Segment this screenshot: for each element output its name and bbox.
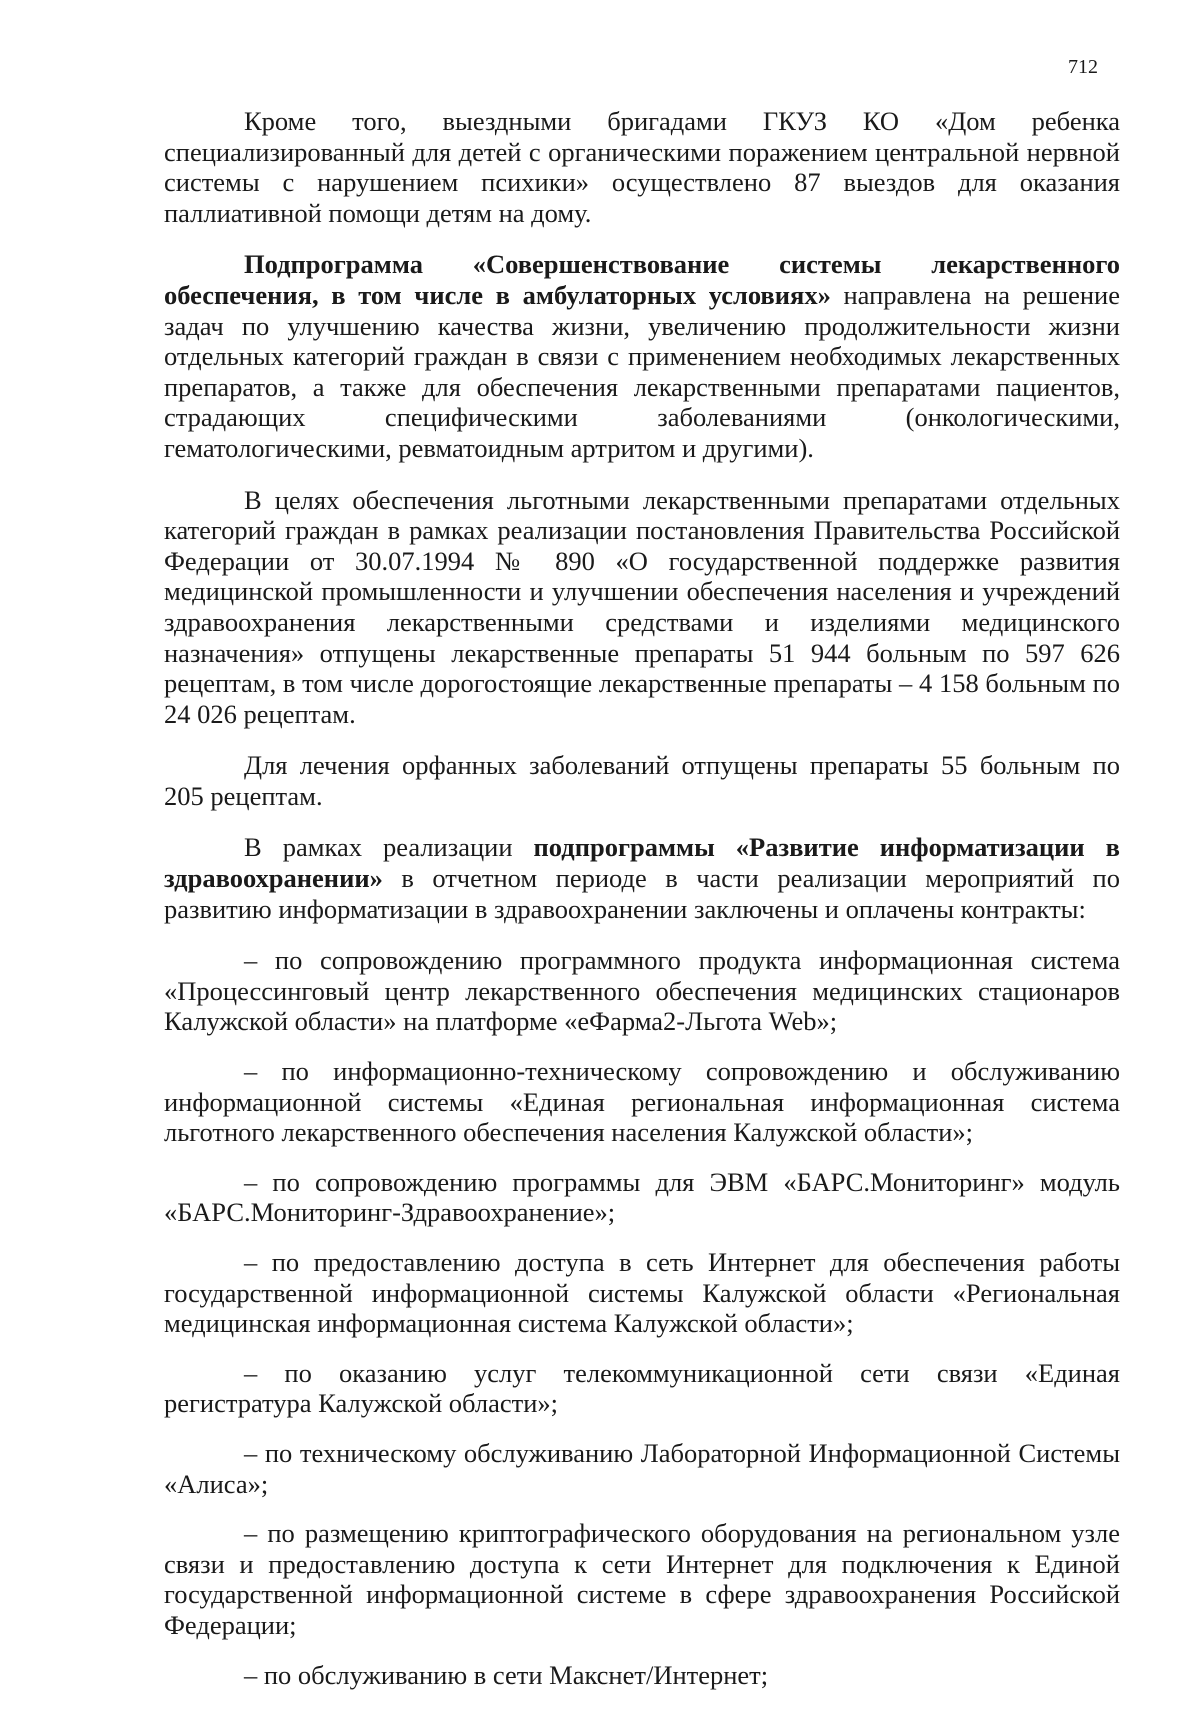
contract-item-text: – по информационно-техническому сопровождению и обслуживанию информационной системы «Единая региональная информационная система льготного лекарственного обеспечения населения Калужской области»; [164,1056,1120,1148]
contract-item-text: – по размещению криптографического оборудования на региональном узле связи и предоставлению доступа к сети Интернет для подключения к Единой государственной информационной системе в сфере здравоохранения Российской Федерации; [164,1518,1120,1640]
contract-item [164,1358,1120,1419]
contract-item [164,1056,1120,1148]
paragraph-text: направлена на решение задач по улучшению качества жизни, увеличению продолжительности жизни отдельных категорий граждан в связи с применением необходимых лекарственных препаратов, а также для обеспечения лекарственными препаратами пациентов, страдающих специфическими заболеваниями (онкологическими, гематологическими, ревматоидным артритом и другими). [164,279,1120,463]
contract-item [164,1167,1120,1228]
paragraph-text: В целях обеспечения льготными лекарственными препаратами отдельных категорий граждан в рамках реализации постановления Правительства Российской Федерации от 30.07.1994 № 890 «О государственной поддержке развития медицинской промышленности и улучшении обеспечения населения и учреждений здравоохранения лекарственными средствами и изделиями медицинского назначения» отпущены лекарственные препараты 51 944 больным по 597 626 рецептам, в том числе дорогостоящие лекарственные препараты – 4 158 больным по 24 026 рецептам. [164,484,1120,729]
paragraph-text: в отчетном периоде в части реализации мероприятий по развитию информатизации в здравоохранении заключены и оплачены контракты: [164,863,1120,924]
subprogram-title: Подпрограмма «Совершенствование системы лекарственного обеспечения, в том числе в амбулаторных условиях» [164,249,1120,310]
contract-item-text: – по обслуживанию в сети Макснет/Интернет; [244,1659,769,1690]
paragraph-palliative-visits [164,106,1120,228]
contract-item-text: – по оказанию услуг телекоммуникационной сети связи «Единая регистратура Калужской области»; [164,1357,1120,1419]
contract-item [164,1438,1120,1499]
paragraph-drug-supply-subprogram [164,249,1120,463]
contract-item-text: – по сопровождению программного продукта информационная система «Процессинговый центр лекарственного обеспечения медицинских стационаров Калужской области» на платформе «еФарма2-Льгота Web»; [164,945,1120,1037]
contract-item [164,945,1120,1037]
paragraph-orphan-diseases [164,750,1120,811]
document-body [164,106,1120,1709]
paragraph-text: В рамках реализации [244,832,534,863]
contract-item [164,1518,1120,1640]
contract-item [164,1660,1120,1691]
paragraph-text: Кроме того, выездными бригадами ГКУЗ КО «Дом ребенка специализированный для детей с органическими поражением центральной нервной системы с нарушением психики» осуществлено 87 выездов для оказания паллиативной помощи детям на дому. [164,106,1120,228]
subprogram-title: подпрограммы «Развитие информатизации в здравоохранении» [164,832,1120,894]
contract-item-text: – по техническому обслуживанию Лабораторной Информационной Системы «Алиса»; [164,1437,1120,1499]
paragraph-text: Для лечения орфанных заболеваний отпущены препараты 55 больным по 205 рецептам. [164,750,1120,811]
page-number: 712 [1068,56,1098,78]
contract-item-text: – по предоставлению доступа в сеть Интернет для обеспечения работы государственной информационной системы Калужской области «Региональная медицинская информационная система Калужской области»; [164,1247,1120,1339]
contract-item [164,1247,1120,1339]
paragraph-preferential-drugs [164,485,1120,730]
contract-item-text: – по сопровождению программы для ЭВМ «БАРС.Мониторинг» модуль «БАРС.Мониторинг-Здравоохранение»; [164,1166,1120,1228]
paragraph-informatization-subprogram [164,832,1120,924]
